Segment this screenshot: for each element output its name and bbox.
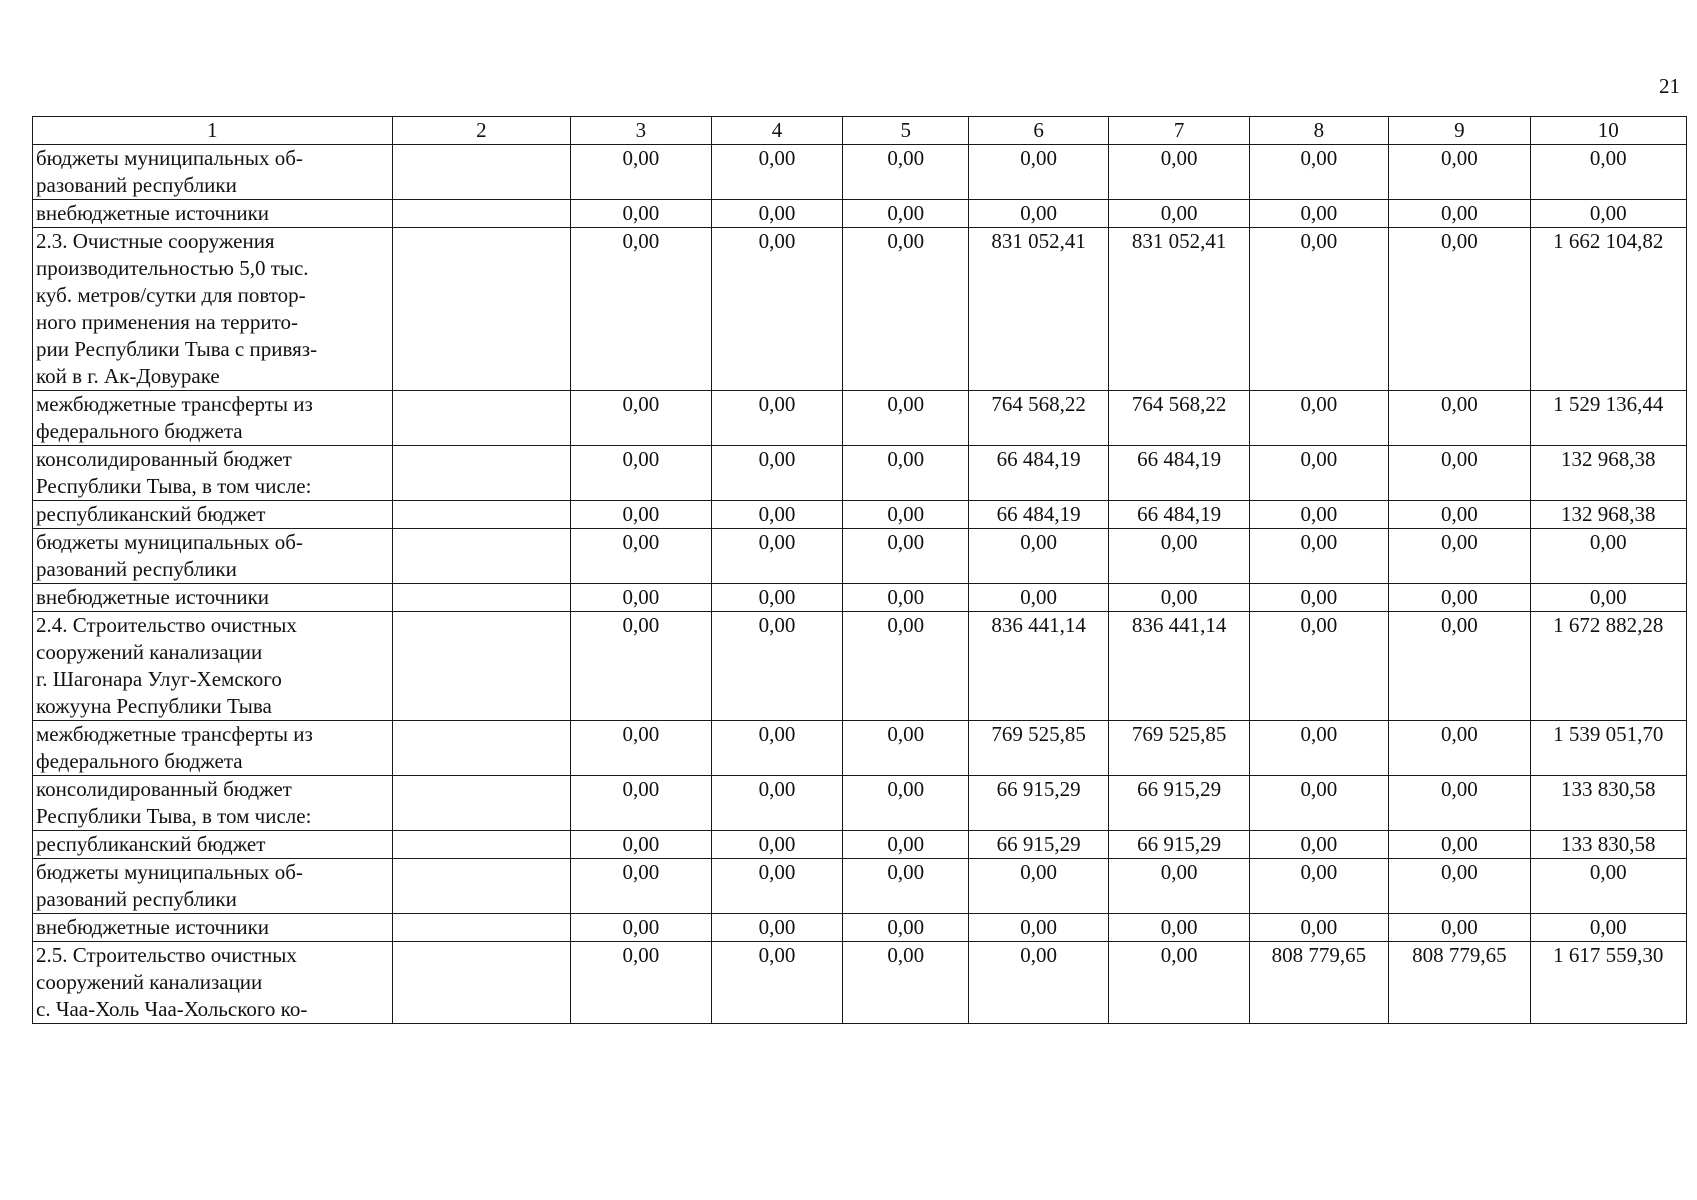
value-cell: 0,00 bbox=[1389, 200, 1530, 228]
value-cell: 132 968,38 bbox=[1530, 501, 1686, 529]
value-cell: 0,00 bbox=[1530, 914, 1686, 942]
value-cell: 0,00 bbox=[711, 612, 843, 721]
row-name-cell: 2.5. Строительство очистных сооружений канализации с. Чаа-Холь Чаа-Хольского ко- bbox=[33, 942, 393, 1024]
value-cell: 0,00 bbox=[843, 501, 969, 529]
value-cell: 0,00 bbox=[1389, 391, 1530, 446]
value-cell: 0,00 bbox=[1530, 145, 1686, 200]
value-cell: 0,00 bbox=[843, 228, 969, 391]
row-name-cell: внебюджетные источники bbox=[33, 584, 393, 612]
value-cell: 0,00 bbox=[1249, 228, 1388, 391]
value-cell: 764 568,22 bbox=[1109, 391, 1249, 446]
row-name-cell: внебюджетные источники bbox=[33, 200, 393, 228]
value-cell: 0,00 bbox=[711, 391, 843, 446]
value-cell: 0,00 bbox=[843, 914, 969, 942]
value-cell: 132 968,38 bbox=[1530, 446, 1686, 501]
value-cell: 769 525,85 bbox=[1109, 721, 1249, 776]
row-name-cell: консолидированный бюджет Республики Тыва, в том числе: bbox=[33, 776, 393, 831]
column-header: 4 bbox=[711, 117, 843, 145]
table-row bbox=[33, 942, 1687, 1024]
value-cell: 0,00 bbox=[711, 446, 843, 501]
value-cell: 0,00 bbox=[1389, 831, 1530, 859]
value-cell: 0,00 bbox=[843, 831, 969, 859]
row-name-cell: бюджеты муниципальных об- разований республики bbox=[33, 145, 393, 200]
value-cell: 0,00 bbox=[711, 228, 843, 391]
row-code-cell bbox=[392, 612, 571, 721]
value-cell: 66 484,19 bbox=[1109, 446, 1249, 501]
value-cell: 0,00 bbox=[843, 859, 969, 914]
table-row bbox=[33, 914, 1687, 942]
value-cell: 0,00 bbox=[571, 831, 711, 859]
row-code-cell bbox=[392, 529, 571, 584]
table-row bbox=[33, 501, 1687, 529]
value-cell: 0,00 bbox=[711, 501, 843, 529]
value-cell: 0,00 bbox=[711, 776, 843, 831]
value-cell: 0,00 bbox=[1530, 529, 1686, 584]
value-cell: 764 568,22 bbox=[968, 391, 1108, 446]
value-cell: 0,00 bbox=[571, 914, 711, 942]
row-name-cell: межбюджетные трансферты из федерального бюджета bbox=[33, 721, 393, 776]
value-cell: 0,00 bbox=[1109, 145, 1249, 200]
value-cell: 808 779,65 bbox=[1249, 942, 1388, 1024]
value-cell: 66 915,29 bbox=[968, 776, 1108, 831]
column-number-row bbox=[33, 117, 1687, 145]
value-cell: 808 779,65 bbox=[1389, 942, 1530, 1024]
value-cell: 0,00 bbox=[843, 391, 969, 446]
value-cell: 0,00 bbox=[1249, 612, 1388, 721]
value-cell: 1 672 882,28 bbox=[1530, 612, 1686, 721]
value-cell: 66 915,29 bbox=[1109, 831, 1249, 859]
value-cell: 0,00 bbox=[843, 584, 969, 612]
value-cell: 0,00 bbox=[1389, 446, 1530, 501]
value-cell: 0,00 bbox=[711, 859, 843, 914]
value-cell: 0,00 bbox=[571, 200, 711, 228]
value-cell: 0,00 bbox=[843, 612, 969, 721]
value-cell: 66 915,29 bbox=[968, 831, 1108, 859]
value-cell: 0,00 bbox=[571, 612, 711, 721]
budget-table bbox=[32, 116, 1687, 1024]
value-cell: 0,00 bbox=[571, 721, 711, 776]
value-cell: 133 830,58 bbox=[1530, 831, 1686, 859]
value-cell: 0,00 bbox=[1389, 228, 1530, 391]
column-header: 6 bbox=[968, 117, 1108, 145]
value-cell: 836 441,14 bbox=[1109, 612, 1249, 721]
value-cell: 831 052,41 bbox=[1109, 228, 1249, 391]
table-body bbox=[33, 145, 1687, 1024]
page-number: 21 bbox=[1659, 74, 1680, 98]
value-cell: 0,00 bbox=[968, 200, 1108, 228]
value-cell: 0,00 bbox=[843, 721, 969, 776]
value-cell: 0,00 bbox=[843, 200, 969, 228]
value-cell: 0,00 bbox=[1389, 501, 1530, 529]
value-cell: 0,00 bbox=[711, 584, 843, 612]
value-cell: 0,00 bbox=[1530, 859, 1686, 914]
column-header: 3 bbox=[571, 117, 711, 145]
value-cell: 0,00 bbox=[571, 942, 711, 1024]
value-cell: 0,00 bbox=[1249, 446, 1388, 501]
row-code-cell bbox=[392, 446, 571, 501]
value-cell: 0,00 bbox=[968, 942, 1108, 1024]
value-cell: 0,00 bbox=[1389, 776, 1530, 831]
value-cell: 0,00 bbox=[1249, 200, 1388, 228]
row-name-cell: бюджеты муниципальных об- разований республики bbox=[33, 529, 393, 584]
value-cell: 0,00 bbox=[711, 145, 843, 200]
value-cell: 0,00 bbox=[1389, 914, 1530, 942]
row-code-cell bbox=[392, 228, 571, 391]
row-name-cell: 2.3. Очистные сооружения производительностью 5,0 тыс. куб. метров/сутки для повтор- ного применения на террито- рии Республики Тыва с привяз- кой в г. Ак-Довураке bbox=[33, 228, 393, 391]
row-code-cell bbox=[392, 501, 571, 529]
value-cell: 0,00 bbox=[1389, 145, 1530, 200]
value-cell: 1 539 051,70 bbox=[1530, 721, 1686, 776]
value-cell: 0,00 bbox=[843, 145, 969, 200]
value-cell: 0,00 bbox=[571, 776, 711, 831]
value-cell: 0,00 bbox=[968, 584, 1108, 612]
value-cell: 0,00 bbox=[571, 391, 711, 446]
value-cell: 0,00 bbox=[711, 200, 843, 228]
table-row bbox=[33, 776, 1687, 831]
value-cell: 0,00 bbox=[571, 529, 711, 584]
value-cell: 133 830,58 bbox=[1530, 776, 1686, 831]
row-code-cell bbox=[392, 914, 571, 942]
value-cell: 0,00 bbox=[1249, 501, 1388, 529]
row-code-cell bbox=[392, 721, 571, 776]
column-header: 7 bbox=[1109, 117, 1249, 145]
value-cell: 0,00 bbox=[1249, 584, 1388, 612]
value-cell: 0,00 bbox=[1389, 584, 1530, 612]
row-name-cell: межбюджетные трансферты из федерального бюджета bbox=[33, 391, 393, 446]
value-cell: 836 441,14 bbox=[968, 612, 1108, 721]
value-cell: 1 617 559,30 bbox=[1530, 942, 1686, 1024]
row-code-cell bbox=[392, 391, 571, 446]
column-header: 10 bbox=[1530, 117, 1686, 145]
value-cell: 0,00 bbox=[571, 145, 711, 200]
value-cell: 0,00 bbox=[843, 942, 969, 1024]
value-cell: 0,00 bbox=[968, 859, 1108, 914]
value-cell: 831 052,41 bbox=[968, 228, 1108, 391]
row-code-cell bbox=[392, 831, 571, 859]
table-row bbox=[33, 228, 1687, 391]
value-cell: 0,00 bbox=[1109, 859, 1249, 914]
table-row bbox=[33, 446, 1687, 501]
table-row bbox=[33, 831, 1687, 859]
value-cell: 0,00 bbox=[1530, 200, 1686, 228]
row-name-cell: внебюджетные источники bbox=[33, 914, 393, 942]
value-cell: 0,00 bbox=[1249, 391, 1388, 446]
value-cell: 0,00 bbox=[711, 942, 843, 1024]
value-cell: 66 484,19 bbox=[968, 501, 1108, 529]
value-cell: 0,00 bbox=[843, 446, 969, 501]
value-cell: 0,00 bbox=[711, 721, 843, 776]
value-cell: 0,00 bbox=[968, 529, 1108, 584]
table-row bbox=[33, 612, 1687, 721]
row-code-cell bbox=[392, 584, 571, 612]
table-row bbox=[33, 145, 1687, 200]
value-cell: 0,00 bbox=[1249, 831, 1388, 859]
table-row bbox=[33, 200, 1687, 228]
value-cell: 0,00 bbox=[1249, 914, 1388, 942]
value-cell: 0,00 bbox=[1249, 859, 1388, 914]
column-header: 1 bbox=[33, 117, 393, 145]
value-cell: 0,00 bbox=[711, 914, 843, 942]
row-code-cell bbox=[392, 200, 571, 228]
value-cell: 66 484,19 bbox=[1109, 501, 1249, 529]
table-row bbox=[33, 529, 1687, 584]
row-code-cell bbox=[392, 942, 571, 1024]
value-cell: 0,00 bbox=[1109, 200, 1249, 228]
column-header: 5 bbox=[843, 117, 969, 145]
value-cell: 0,00 bbox=[1249, 776, 1388, 831]
value-cell: 769 525,85 bbox=[968, 721, 1108, 776]
value-cell: 0,00 bbox=[1109, 529, 1249, 584]
value-cell: 0,00 bbox=[571, 501, 711, 529]
value-cell: 0,00 bbox=[571, 228, 711, 391]
table-row bbox=[33, 721, 1687, 776]
value-cell: 0,00 bbox=[968, 145, 1108, 200]
row-code-cell bbox=[392, 145, 571, 200]
column-header: 9 bbox=[1389, 117, 1530, 145]
value-cell: 0,00 bbox=[1109, 584, 1249, 612]
value-cell: 66 484,19 bbox=[968, 446, 1108, 501]
column-header: 2 bbox=[392, 117, 571, 145]
value-cell: 0,00 bbox=[711, 831, 843, 859]
row-code-cell bbox=[392, 859, 571, 914]
value-cell: 0,00 bbox=[571, 859, 711, 914]
value-cell: 0,00 bbox=[1389, 612, 1530, 721]
value-cell: 0,00 bbox=[571, 584, 711, 612]
value-cell: 0,00 bbox=[1249, 721, 1388, 776]
table-row bbox=[33, 391, 1687, 446]
row-name-cell: 2.4. Строительство очистных сооружений канализации г. Шагонара Улуг-Хемского кожууна Республики Тыва bbox=[33, 612, 393, 721]
value-cell: 0,00 bbox=[1249, 145, 1388, 200]
value-cell: 0,00 bbox=[843, 529, 969, 584]
table-row bbox=[33, 584, 1687, 612]
row-name-cell: республиканский бюджет bbox=[33, 831, 393, 859]
table-row bbox=[33, 859, 1687, 914]
row-name-cell: консолидированный бюджет Республики Тыва, в том числе: bbox=[33, 446, 393, 501]
value-cell: 0,00 bbox=[843, 776, 969, 831]
value-cell: 0,00 bbox=[1389, 859, 1530, 914]
value-cell: 0,00 bbox=[1109, 914, 1249, 942]
row-name-cell: республиканский бюджет bbox=[33, 501, 393, 529]
row-code-cell bbox=[392, 776, 571, 831]
value-cell: 0,00 bbox=[1389, 721, 1530, 776]
value-cell: 0,00 bbox=[711, 529, 843, 584]
value-cell: 1 529 136,44 bbox=[1530, 391, 1686, 446]
value-cell: 1 662 104,82 bbox=[1530, 228, 1686, 391]
value-cell: 0,00 bbox=[1249, 529, 1388, 584]
row-name-cell: бюджеты муниципальных об- разований республики bbox=[33, 859, 393, 914]
column-header: 8 bbox=[1249, 117, 1388, 145]
value-cell: 0,00 bbox=[1109, 942, 1249, 1024]
value-cell: 0,00 bbox=[968, 914, 1108, 942]
value-cell: 0,00 bbox=[571, 446, 711, 501]
value-cell: 66 915,29 bbox=[1109, 776, 1249, 831]
value-cell: 0,00 bbox=[1530, 584, 1686, 612]
value-cell: 0,00 bbox=[1389, 529, 1530, 584]
